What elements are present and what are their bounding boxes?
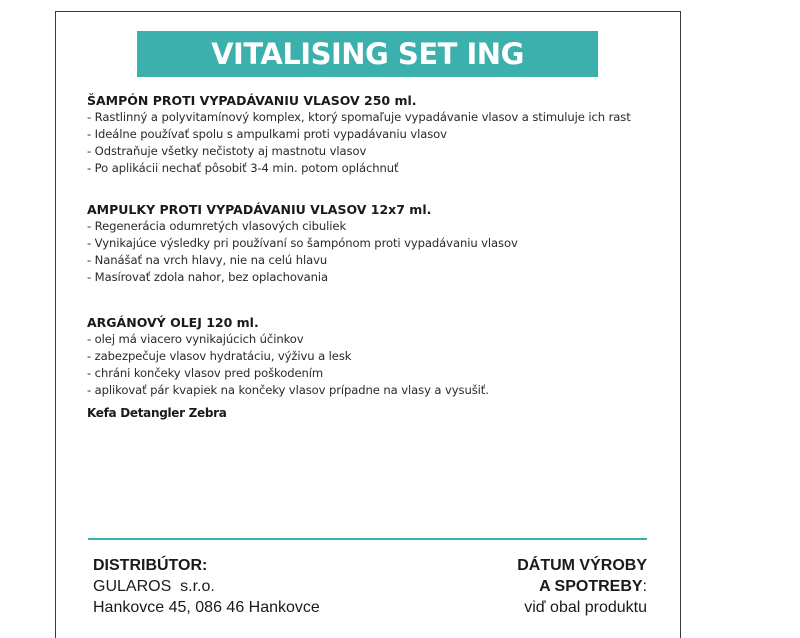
section-heading: AMPULKY PROTI VYPADÁVANIU VLASOV 12x7 ml. xyxy=(87,202,432,217)
list-item: - Vynikajúce výsledky pri používaní so šampónom proti vypadávaniu vlasov xyxy=(87,235,518,252)
ampoules-section xyxy=(87,201,518,286)
item-list xyxy=(87,218,518,286)
divider xyxy=(88,538,647,540)
list-item: - Odstraňuje všetky nečistoty aj mastnotu vlasov xyxy=(87,143,631,160)
expiry-label: A SPOTREBY xyxy=(539,578,643,595)
distributor-name: GULAROS s.r.o. xyxy=(93,578,215,595)
section-heading: ARGÁNOVÝ OLEJ 120 ml. xyxy=(87,315,259,330)
shampoo-section xyxy=(87,92,631,177)
expiry-colon: : xyxy=(642,578,647,595)
item-list xyxy=(87,331,489,399)
list-item: - zabezpečuje vlasov hydratáciu, výživu a lesk xyxy=(87,348,489,365)
distributor-address: Hankovce 45, 086 46 Hankovce xyxy=(93,599,320,616)
production-date-heading: DÁTUM VÝROBY xyxy=(517,557,647,574)
expiry-heading xyxy=(517,576,647,597)
list-item: - olej má viacero vynikajúcich účinkov xyxy=(87,331,489,348)
item-list xyxy=(87,109,631,177)
title-banner: VITALISING SET ING xyxy=(137,31,598,77)
brush-item: Kefa Detangler Zebra xyxy=(87,406,227,420)
argan-oil-section xyxy=(87,314,489,399)
list-item: - Po aplikácii nechať pôsobiť 3-4 min. potom opláchnuť xyxy=(87,160,631,177)
list-item: - Ideálne používať spolu s ampulkami proti vypadávaniu vlasov xyxy=(87,126,631,143)
dates-note: viď obal produktu xyxy=(524,599,647,616)
distributor-heading: DISTRIBÚTOR: xyxy=(93,557,208,574)
list-item: - Rastlinný a polyvitamínový komplex, ktorý spomaľuje vypadávanie vlasov a stimuluje ich rast xyxy=(87,109,631,126)
list-item: - Regenerácia odumretých vlasových cibuliek xyxy=(87,218,518,235)
dates-block xyxy=(517,555,647,618)
list-item: - aplikovať pár kvapiek na končeky vlasov prípadne na vlasy a vysušiť. xyxy=(87,382,489,399)
list-item: - chráni končeky vlasov pred poškodením xyxy=(87,365,489,382)
list-item: - Nanášať na vrch hlavy, nie na celú hlavu xyxy=(87,252,518,269)
section-heading: ŠAMPÓN PROTI VYPADÁVANIU VLASOV 250 ml. xyxy=(87,93,417,108)
distributor-block xyxy=(93,555,320,618)
list-item: - Masírovať zdola nahor, bez oplachovania xyxy=(87,269,518,286)
